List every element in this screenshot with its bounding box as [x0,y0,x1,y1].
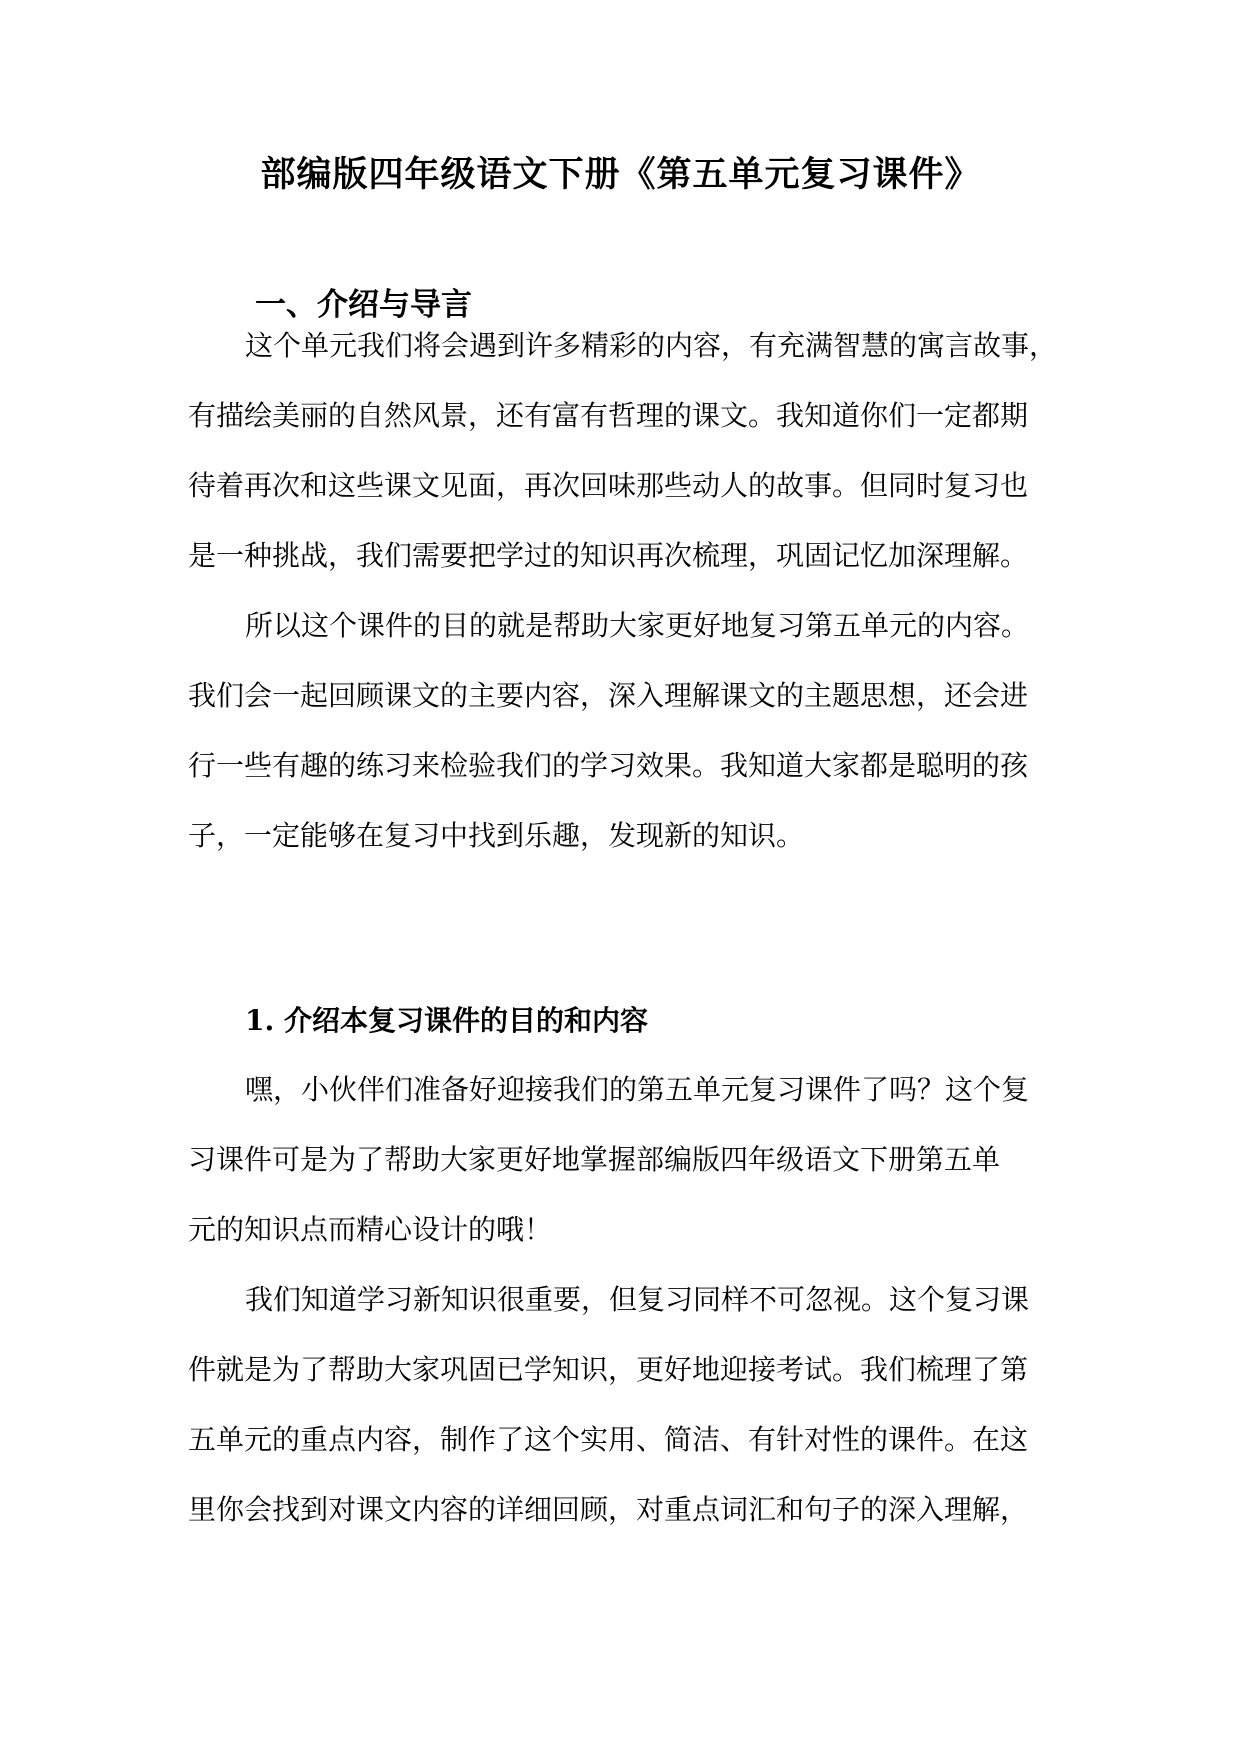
paragraph-line: 五单元的重点内容，制作了这个实用、简洁、有针对性的课件。在这 [188,1423,1029,1456]
paragraph-line: 嘿，小伙伴们准备好迎接我们的第五单元复习课件了吗？这个复 [245,1073,1030,1106]
paragraph-line: 所以这个课件的目的就是帮助大家更好地复习第五单元的内容。 [245,609,1030,642]
section-heading-purpose: 1. 介绍本复习课件的目的和内容 [245,1004,648,1037]
paragraph-line: 我们会一起回顾课文的主要内容，深入理解课文的主题思想，还会进 [188,679,1029,712]
paragraph-line: 习课件可是为了帮助大家更好地掌握部编版四年级语文下册第五单 [188,1143,1001,1176]
paragraph-line: 有描绘美丽的自然风景，还有富有哲理的课文。我知道你们一定都期 [188,399,1029,432]
paragraph-line: 件就是为了帮助大家巩固已学知识，更好地迎接考试。我们梳理了第 [188,1353,1029,1386]
paragraph-line: 待着再次和这些课文见面，再次回味那些动人的故事。但同时复习也 [188,469,1029,502]
paragraph-line: 是一种挑战，我们需要把学过的知识再次梳理，巩固记忆加深理解。 [188,539,1029,572]
paragraph-line: 这个单元我们将会遇到许多精彩的内容，有充满智慧的寓言故事， [245,329,1058,362]
paragraph-line: 我们知道学习新知识很重要，但复习同样不可忽视。这个复习课 [245,1283,1030,1316]
paragraph-line: 行一些有趣的练习来检验我们的学习效果。我知道大家都是聪明的孩 [188,749,1029,782]
document-title: 部编版四年级语文下册《第五单元复习课件》 [260,154,981,195]
paragraph-line: 里你会找到对课文内容的详细回顾，对重点词汇和句子的深入理解， [188,1493,1029,1526]
paragraph-line: 元的知识点而精心设计的哦！ [188,1213,553,1246]
section-heading-introduction: 一、介绍与导言 [255,287,472,323]
paragraph-line: 子，一定能够在复习中找到乐趣，发现新的知识。 [188,819,805,852]
